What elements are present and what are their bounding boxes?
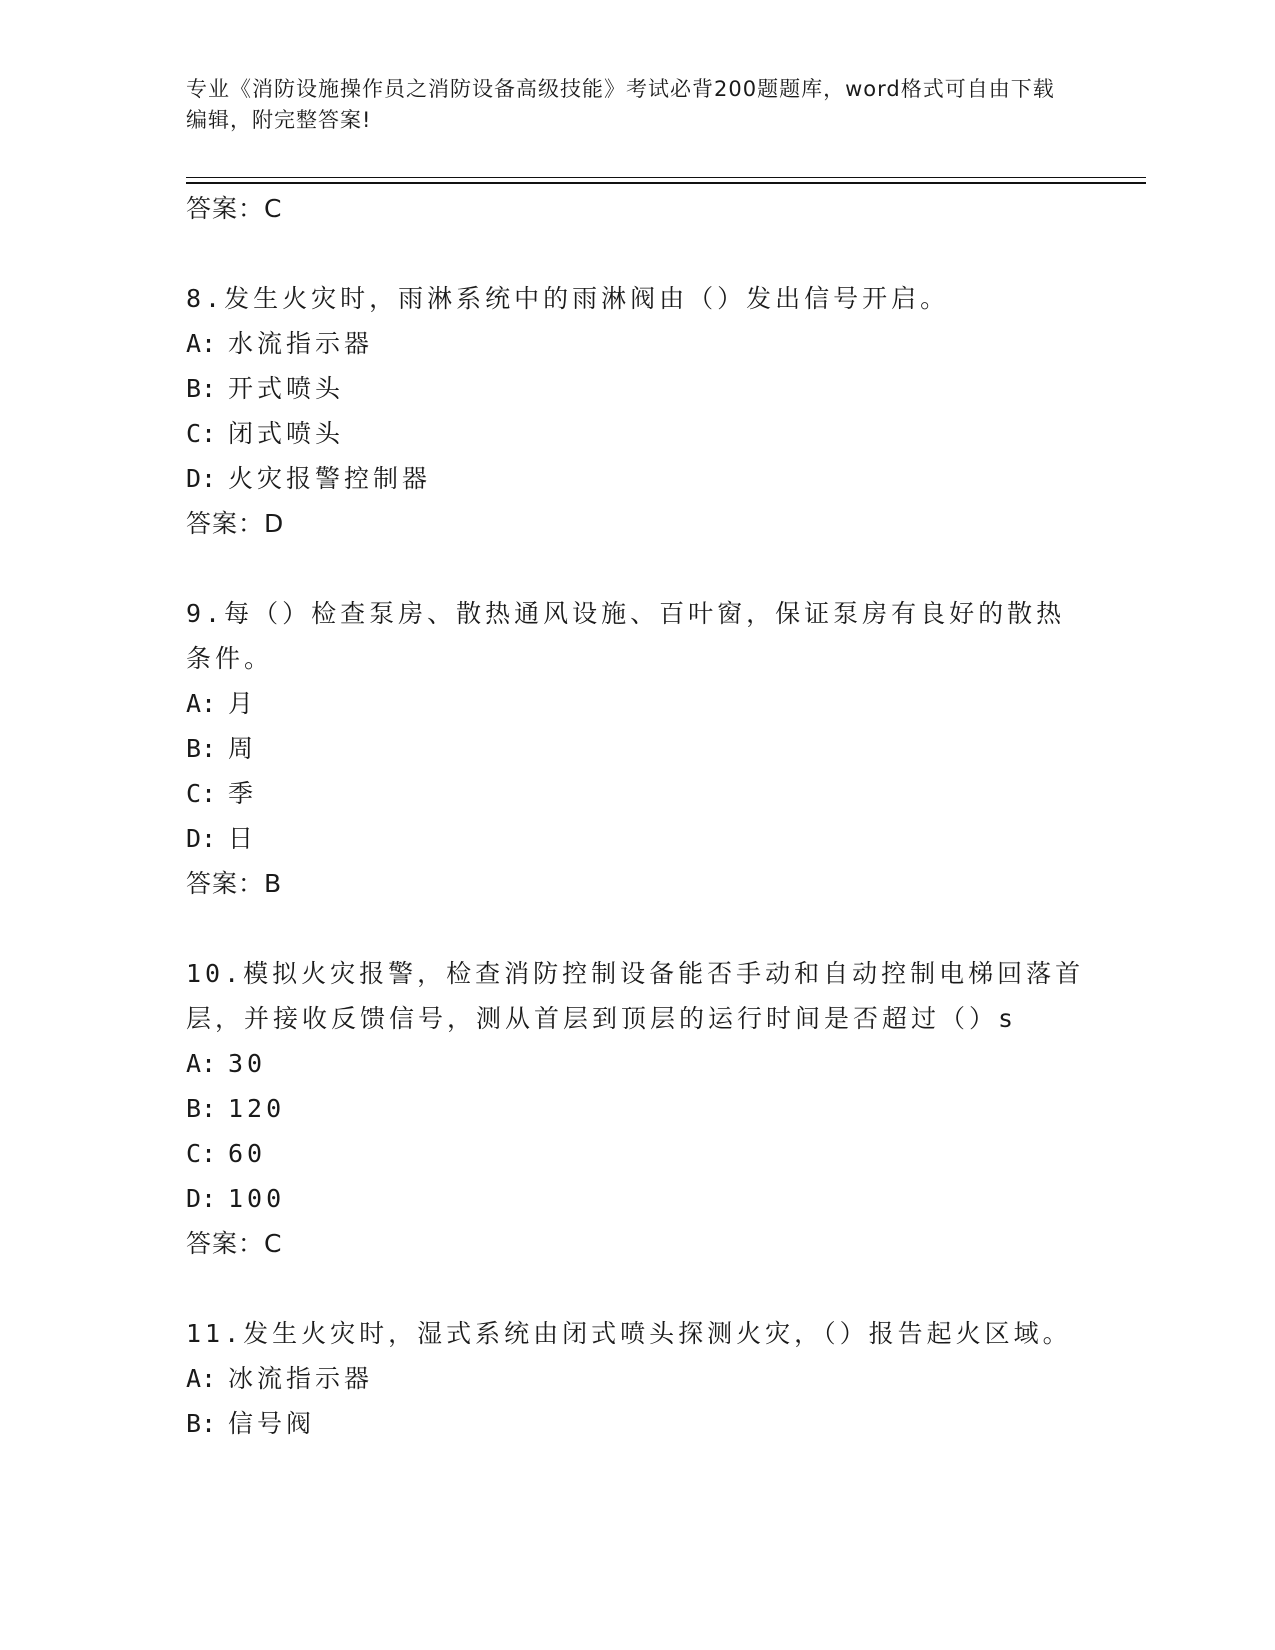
- question-9: [186, 591, 1086, 907]
- option-letter: C:: [186, 419, 217, 448]
- option-text: 火灾报警控制器: [228, 464, 432, 493]
- option-letter: D:: [186, 824, 217, 853]
- option-c: [186, 1131, 1086, 1176]
- option-b: [186, 726, 1086, 771]
- option-d: [186, 816, 1086, 861]
- option-c: [186, 411, 1086, 456]
- option-b: [186, 1086, 1086, 1131]
- option-text: 闭式喷头: [228, 419, 345, 448]
- answer: 答案：D: [186, 509, 285, 538]
- option-text: 月: [228, 689, 258, 718]
- option-text: 冰流指示器: [228, 1364, 374, 1393]
- option-letter: B:: [186, 1094, 217, 1123]
- option-letter: B:: [186, 374, 217, 403]
- option-letter: A:: [186, 1364, 217, 1393]
- previous-answer: 答案：C: [186, 194, 283, 223]
- option-text: 100: [228, 1184, 286, 1213]
- option-d: [186, 1176, 1086, 1221]
- option-a: [186, 321, 1086, 366]
- option-text: 30: [228, 1049, 267, 1078]
- header-divider-thick: [186, 182, 1146, 184]
- option-text: 日: [228, 824, 258, 853]
- option-text: 60: [228, 1139, 267, 1168]
- option-text: 水流指示器: [228, 329, 374, 358]
- option-a: [186, 1356, 1086, 1401]
- question-text: 8.发生火灾时，雨淋系统中的雨淋阀由（）发出信号开启。: [186, 284, 950, 313]
- option-text: 周: [228, 734, 258, 763]
- option-text: 信号阀: [228, 1409, 316, 1438]
- option-letter: C:: [186, 779, 217, 808]
- question-text: 10.模拟火灾报警，检查消防控制设备能否手动和自动控制电梯回落首层，并接收反馈信号，测从首层到顶层的运行时间是否超过（）s: [186, 959, 1085, 1033]
- document-header: 专业《消防设施操作员之消防设备高级技能》考试必背200题题库，word格式可自由下载编辑，附完整答案!: [186, 77, 1055, 132]
- option-b: [186, 366, 1086, 411]
- answer: 答案：C: [186, 1229, 283, 1258]
- option-text: 季: [228, 779, 258, 808]
- option-letter: A:: [186, 329, 217, 358]
- option-d: [186, 456, 1086, 501]
- option-letter: C:: [186, 1139, 217, 1168]
- question-list: [186, 186, 1086, 1446]
- option-letter: A:: [186, 689, 217, 718]
- option-c: [186, 771, 1086, 816]
- option-letter: D:: [186, 464, 217, 493]
- option-letter: A:: [186, 1049, 217, 1078]
- header-divider-thin: [186, 177, 1146, 178]
- question-11: [186, 1311, 1086, 1446]
- question-text: 9.每（）检查泵房、散热通风设施、百叶窗，保证泵房有良好的散热条件。: [186, 599, 1066, 673]
- option-a: [186, 681, 1086, 726]
- question-text: 11.发生火灾时，湿式系统由闭式喷头探测火灾，（）报告起火区域。: [186, 1319, 1072, 1348]
- option-letter: B:: [186, 1409, 217, 1438]
- question-10: [186, 951, 1086, 1267]
- option-text: 开式喷头: [228, 374, 345, 403]
- option-text: 120: [228, 1094, 286, 1123]
- option-b: [186, 1401, 1086, 1446]
- question-8: [186, 276, 1086, 547]
- option-letter: B:: [186, 734, 217, 763]
- option-letter: D:: [186, 1184, 217, 1213]
- option-a: [186, 1041, 1086, 1086]
- answer: 答案：B: [186, 869, 283, 898]
